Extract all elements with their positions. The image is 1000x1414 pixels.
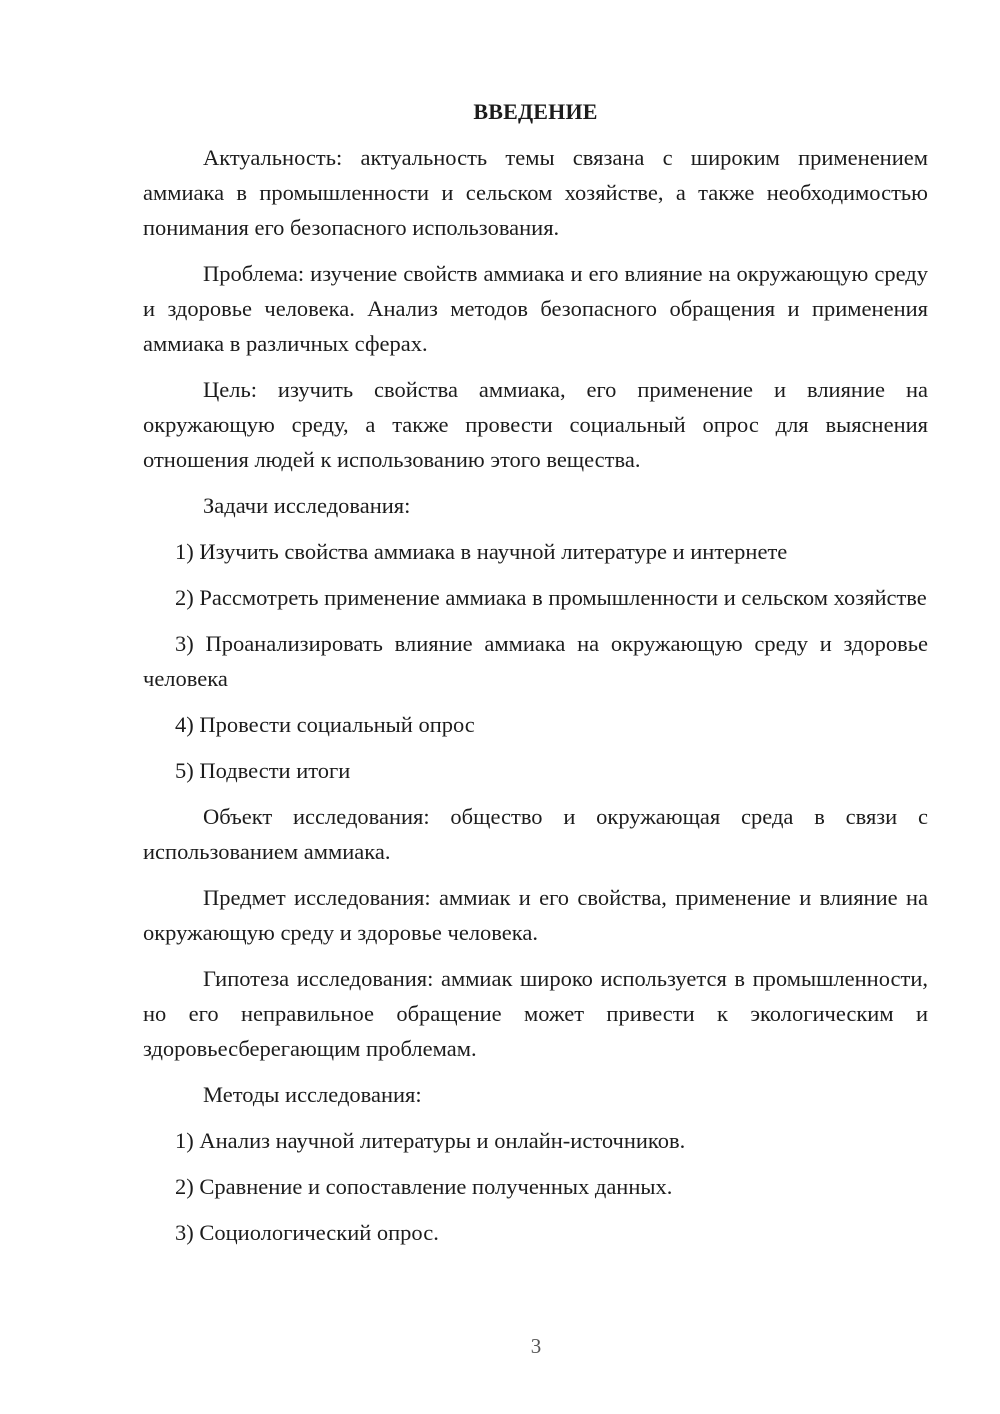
task-item: 2) Рассмотреть применение аммиака в промышленности и сельском хозяйстве	[175, 585, 927, 610]
object-paragraph: Объект исследования: общество и окружающая среда в связи с использованием аммиака.	[143, 804, 928, 864]
methods-heading: Методы исследования:	[203, 1082, 422, 1107]
document-page	[143, 94, 928, 1261]
task-item: 1) Изучить свойства аммиака в научной литературе и интернете	[175, 539, 788, 564]
hypothesis-paragraph: Гипотеза исследования: аммиак широко используется в промышленности, но его неправильное обращение может привести к экологическим и здоровьесберегающим проблемам.	[143, 966, 928, 1061]
method-item: 3) Социологический опрос.	[175, 1220, 439, 1245]
task-item: 5) Подвести итоги	[175, 758, 351, 783]
tasks-heading: Задачи исследования:	[203, 493, 411, 518]
goal-paragraph: Цель: изучить свойства аммиака, его применение и влияние на окружающую среду, а также провести социальный опрос для выяснения отношения людей к использованию этого вещества.	[143, 377, 928, 472]
task-item: 4) Провести социальный опрос	[175, 712, 475, 737]
page-number: 3	[530, 1334, 542, 1358]
task-item: 3) Проанализировать влияние аммиака на окружающую среду и здоровье человека	[143, 631, 928, 691]
method-item: 2) Сравнение и сопоставление полученных данных.	[175, 1174, 673, 1199]
section-title: ВВЕДЕНИЕ	[473, 99, 598, 124]
relevance-paragraph: Актуальность: актуальность темы связана с широким применением аммиака в промышленности и сельском хозяйстве, а также необходимостью понимания его безопасного использования.	[143, 145, 928, 240]
subject-paragraph: Предмет исследования: аммиак и его свойства, применение и влияние на окружающую среду и здоровье человека.	[143, 885, 928, 945]
method-item: 1) Анализ научной литературы и онлайн-источников.	[175, 1128, 686, 1153]
problem-paragraph: Проблема: изучение свойств аммиака и его влияние на окружающую среду и здоровье человека. Анализ методов безопасного обращения и применения аммиака в различных сферах.	[143, 261, 928, 356]
